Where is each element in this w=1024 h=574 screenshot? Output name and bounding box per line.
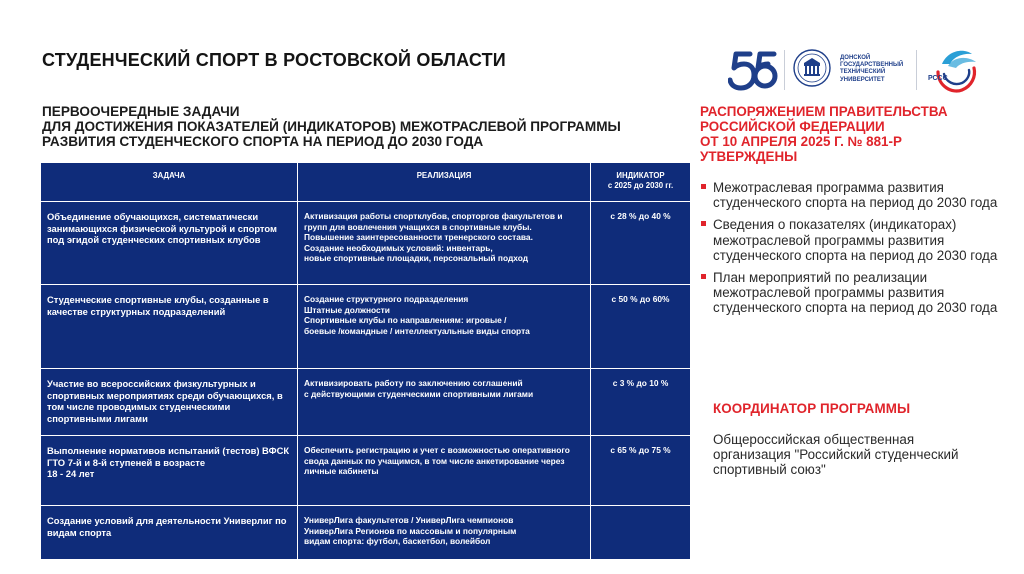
- university-seal-icon: [792, 48, 832, 88]
- decree-line-3: ОТ 10 АПРЕЛЯ 2025 Г. № 881-Р: [700, 134, 902, 149]
- table-row: [41, 436, 691, 506]
- task-cell: Студенческие спортивные клубы, созданные в качестве структурных подразделений: [41, 285, 298, 369]
- tasks-subtitle: [42, 104, 682, 149]
- list-item: [700, 217, 1000, 263]
- task-cell: Выполнение нормативов испытаний (тестов) ВФСК ГТО 7-й и 8-й ступеней в возрасте 18 - 24 лет: [41, 436, 298, 506]
- realization-cell: Активизировать работу по заключению соглашений с действующими студенческими спортивными лигами: [298, 369, 591, 436]
- coordinator-organization: Общероссийская общественная организация "Российский студенческий спортивный союз": [713, 432, 959, 478]
- subtitle-line-1: ПЕРВООЧЕРЕДНЫЕ ЗАДАЧИ: [42, 104, 240, 119]
- table-row: [41, 285, 691, 369]
- header-realization: РЕАЛИЗАЦИЯ: [298, 163, 591, 202]
- realization-cell: Создание структурного подразделения Штатные должности Спортивные клубы по направлениям: игровые / боевые /командные / интеллектуальные виды спорта: [298, 285, 591, 369]
- decree-line-4: УТВЕРЖДЕНЫ: [700, 149, 798, 164]
- table-row: [41, 506, 691, 560]
- task-cell: Участие во всероссийских физкультурных и спортивных мероприятиях среди обучающихся, в том числе проводимых студенческими спортивными лигами: [41, 369, 298, 436]
- indicator-cell: с 28 % до 40 %: [591, 202, 691, 285]
- header-indicator-period: с 2025 до 2030 гг.: [607, 181, 674, 190]
- decree-header: [700, 104, 990, 164]
- list-item-text: План мероприятий по реализации межотраслевой программы развития студенческого спорта на период до 2030 года: [713, 270, 998, 316]
- realization-cell: Обеспечить регистрацию и учет с возможностью оперативного свода данных по учащимся, в том числе анкетирование через личные кабинеты: [298, 436, 591, 506]
- realization-cell: Активизация работы спортклубов, спорторгов факультетов и групп для вовлечения учащихся в спортивные клубы. Повышение заинтересованности тренерского состава. Создание необходимых условий: инвентарь, новые спортивные площадки, персональный подход: [298, 202, 591, 285]
- task-cell: Создание условий для деятельности Универлиг по видам спорта: [41, 506, 298, 560]
- dstu-line-1: ДОНСКОЙ: [840, 55, 871, 61]
- tasks-table: [40, 162, 691, 560]
- dstu-name: [840, 55, 910, 84]
- decree-line-1: РАСПОРЯЖЕНИЕМ ПРАВИТЕЛЬСТВА: [700, 104, 948, 119]
- decree-line-2: РОССИЙСКОЙ ФЕДЕРАЦИИ: [700, 119, 885, 134]
- square-bullet-icon: [701, 184, 706, 189]
- table-row: [41, 202, 691, 285]
- indicator-cell: с 65 % до 75 %: [591, 436, 691, 506]
- list-item: [700, 270, 1000, 316]
- header-indicator-title: ИНДИКАТОР: [616, 171, 665, 180]
- rssu-logo: [924, 44, 988, 96]
- list-item-text: Сведения о показателях (индикаторах) межотраслевой программы развития студенческого спорта на период до 2030 года: [713, 217, 998, 263]
- header-task: ЗАДАЧА: [41, 163, 298, 202]
- approved-documents-list: [700, 180, 1000, 323]
- realization-cell: УниверЛига факультетов / УниверЛига чемпионов УниверЛига Регионов по массовым и популярным видам спорта: футбол, баскетбол, волейбол: [298, 506, 591, 560]
- square-bullet-icon: [701, 221, 706, 226]
- dstu-line-2: ГОСУДАРСТВЕННЫЙ: [840, 62, 904, 69]
- list-item: [700, 180, 1000, 210]
- anniversary-65-logo: [728, 48, 778, 92]
- coordinator-title: КООРДИНАТОР ПРОГРАММЫ: [713, 401, 911, 416]
- logos-bar: [728, 42, 990, 96]
- subtitle-line-3: РАЗВИТИЯ СТУДЕНЧЕСКОГО СПОРТА НА ПЕРИОД ДО 2030 ГОДА: [42, 134, 484, 149]
- task-cell: Объединение обучающихся, систематически занимающихся физической культурой и спортом под эгидой студенческих спортивных клубов: [41, 202, 298, 285]
- list-item-text: Межотраслевая программа развития студенческого спорта на период до 2030 года: [713, 180, 998, 211]
- logo-divider: [784, 50, 785, 90]
- indicator-cell: [591, 506, 691, 560]
- logo-divider: [916, 50, 917, 90]
- header-indicator: [591, 163, 691, 202]
- rssu-letters: РССС: [928, 75, 948, 82]
- indicator-cell: с 3 % до 10 %: [591, 369, 691, 436]
- indicator-cell: с 50 % до 60%: [591, 285, 691, 369]
- table-row: [41, 369, 691, 436]
- square-bullet-icon: [701, 274, 706, 279]
- slide-title: СТУДЕНЧЕСКИЙ СПОРТ В РОСТОВСКОЙ ОБЛАСТИ: [42, 50, 506, 70]
- table-header-row: [41, 163, 691, 202]
- dstu-line-4: УНИВЕРСИТЕТ: [840, 76, 885, 83]
- dstu-line-3: ТЕХНИЧЕСКИЙ: [840, 69, 886, 76]
- subtitle-line-2: ДЛЯ ДОСТИЖЕНИЯ ПОКАЗАТЕЛЕЙ (ИНДИКАТОРОВ) МЕЖОТРАСЛЕВОЙ ПРОГРАММЫ: [42, 119, 621, 134]
